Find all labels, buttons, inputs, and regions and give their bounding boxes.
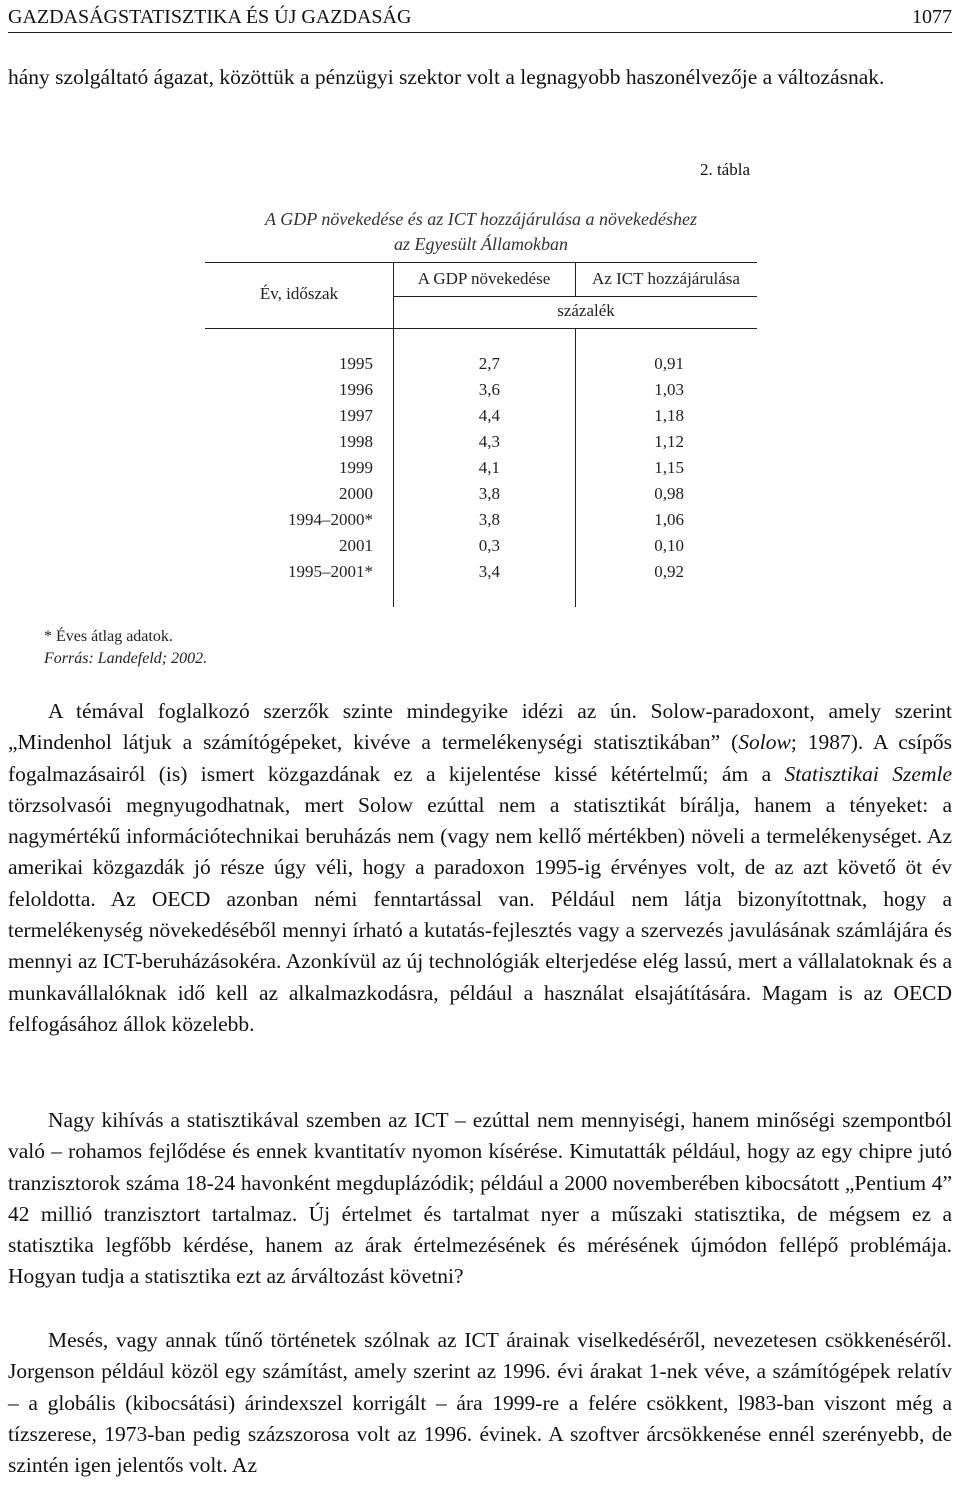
table-row bbox=[205, 484, 757, 510]
table-header-bottom-rule bbox=[205, 328, 757, 329]
body-paragraph-3: Mesés, vagy annak tűnő történetek szólnak az ICT árainak viselkedéséről, nevezetesen csökkenéséről. Jorgenson például közöl egy számítást, amely szerint az 1996. évi árakat 1-nek véve, a számítógépek relatív – a globális (kibocsátási) árindexszel korrigált – ára 1999-re a felére csökkent, l983-ban viszont még a tízszerese, 1973-ban pedig százszorosa volt az 1996. évinek. A szoftver árcsökkenése ennél szerényebb, de szintén igen jelentős volt. Az bbox=[8, 1328, 952, 1478]
table-row bbox=[205, 354, 757, 380]
source-text: : Landefeld; 2002. bbox=[88, 650, 208, 667]
table-row bbox=[205, 562, 757, 588]
table-title bbox=[205, 207, 757, 257]
cell-gdp: 4,1 bbox=[478, 458, 500, 477]
cell-year: 1996 bbox=[339, 380, 373, 399]
cell-gdp: 0,3 bbox=[478, 536, 500, 555]
table-title-line1: A GDP növekedése és az ICT hozzájárulása a növekedéshez bbox=[265, 209, 697, 229]
cell-year: 2000 bbox=[339, 484, 373, 503]
cell-ict: 1,15 bbox=[654, 458, 684, 477]
table-number: 2. tábla bbox=[699, 160, 750, 179]
header-ict: Az ICT hozzájárulása bbox=[592, 269, 740, 288]
page-number: 1077 bbox=[912, 6, 952, 28]
cell-year: 1999 bbox=[339, 458, 373, 477]
journal-title: GAZDASÁGSTATISZTIKA ÉS ÚJ GAZDASÁG bbox=[8, 6, 412, 28]
cell-ict: 1,06 bbox=[654, 510, 684, 529]
table-row bbox=[205, 536, 757, 562]
header-year: Év, időszak bbox=[259, 284, 339, 303]
body-paragraph-1 bbox=[8, 696, 952, 1040]
table-subheader-rule bbox=[393, 296, 757, 297]
cell-year: 2001 bbox=[339, 536, 373, 555]
source-label: Forrás bbox=[44, 650, 89, 667]
cell-gdp: 3,6 bbox=[478, 380, 500, 399]
cell-ict: 1,18 bbox=[654, 406, 684, 425]
table-top-rule bbox=[205, 262, 757, 263]
header-gdp: A GDP növekedése bbox=[417, 269, 551, 288]
cell-ict: 0,91 bbox=[654, 354, 684, 373]
p1-part-b: ; 1987). A csípős fogalmazásairól (is) ismert közgazdának ez a kijelentése kissé kétértelmű; ám a bbox=[8, 730, 952, 786]
cell-ict: 0,92 bbox=[654, 562, 684, 581]
intro-paragraph: hány szolgáltató ágazat, közöttük a pénzügyi szektor volt a legnagyobb haszonélvezője a változásnak. bbox=[8, 65, 885, 89]
table-row bbox=[205, 380, 757, 406]
cell-gdp: 2,7 bbox=[478, 354, 500, 373]
cell-gdp: 3,8 bbox=[478, 484, 500, 503]
table-row bbox=[205, 458, 757, 484]
table-row bbox=[205, 510, 757, 536]
cell-ict: 1,03 bbox=[654, 380, 684, 399]
cell-year: 1995–2001* bbox=[288, 562, 373, 581]
cell-year: 1995 bbox=[339, 354, 373, 373]
cell-gdp: 4,4 bbox=[478, 406, 500, 425]
table-row bbox=[205, 406, 757, 432]
data-table bbox=[205, 262, 757, 607]
p1-szemle: Statisztikai Szemle bbox=[784, 761, 952, 786]
table-source bbox=[44, 650, 207, 668]
table-row bbox=[205, 432, 757, 458]
cell-year: 1997 bbox=[339, 406, 373, 425]
running-head bbox=[8, 4, 952, 33]
header-unit: százalék bbox=[557, 301, 615, 320]
p1-part-a: A témával foglalkozó szerzők szinte mindegyike idézi az ún. Solow-paradoxont, amely szerint „Mindenhol látjuk a számítógépeket, kivéve a termelékenységi statisztikában” ( bbox=[8, 699, 952, 755]
p1-part-c: törzsolvasói megnyugodhatnak, mert Solow ezúttal nem a statisztikát bírálja, hanem a tényeket: a nagymértékű információtechnikai beruházás nem (vagy nem kellő mértékben) növeli a termelékenységet. Az amerikai közgazdák jó része úgy véli, hogy a paradoxon 1995-ig érvényes volt, de az azt követő öt év feloldotta. Az OECD azonban némi fenntartással van. Például nem látja bizonyítottnak, hogy a termelékenység növekedéséből mennyi írható a kutatás-fejlesztés vagy a szervezés javulásának számlájára és mennyi az ICT-beruházásokéra. Azonkívül az új technológiák elterjedése elég lassú, mert a vállalatoknak és a munkavállalóknak idő kell az alkalmazkodásra, például a használat elsajátítására. Magam is az OECD felfogásához állok közelebb. bbox=[8, 792, 952, 1036]
p1-solow: Solow bbox=[738, 730, 791, 755]
cell-ict: 0,10 bbox=[654, 536, 684, 555]
cell-year: 1998 bbox=[339, 432, 373, 451]
body-paragraph-2: Nagy kihívás a statisztikával szemben az ICT – ezúttal nem mennyiségi, hanem minőségi szempontból való – rohamos fejlődése és ennek kvantitatív nyomon kísérése. Kimutatták például, hogy az egy chipre jutó tranzisztorok száma 18-24 havonként megduplázódik; például a 2000 novemberében kibocsátott „Pentium 4” 42 millió tranzisztort tartalmaz. Új értelmet és tartalmat nyer a műszaki statisztika, de mégsem ez a statisztika legfőbb kérdése, hanem az árak értelmezésének és mérésének újmódon fellépő problémája. Hogyan tudja a statisztika ezt az árváltozást követni? bbox=[8, 1108, 952, 1289]
cell-gdp: 3,4 bbox=[478, 562, 500, 581]
cell-gdp: 4,3 bbox=[478, 432, 500, 451]
cell-gdp: 3,8 bbox=[478, 510, 500, 529]
cell-ict: 0,98 bbox=[654, 484, 684, 503]
table-footnote: * Éves átlag adatok. bbox=[44, 628, 173, 645]
table-title-line2: az Egyesült Államokban bbox=[394, 234, 568, 254]
cell-ict: 1,12 bbox=[654, 432, 684, 451]
cell-year: 1994–2000* bbox=[288, 510, 373, 529]
